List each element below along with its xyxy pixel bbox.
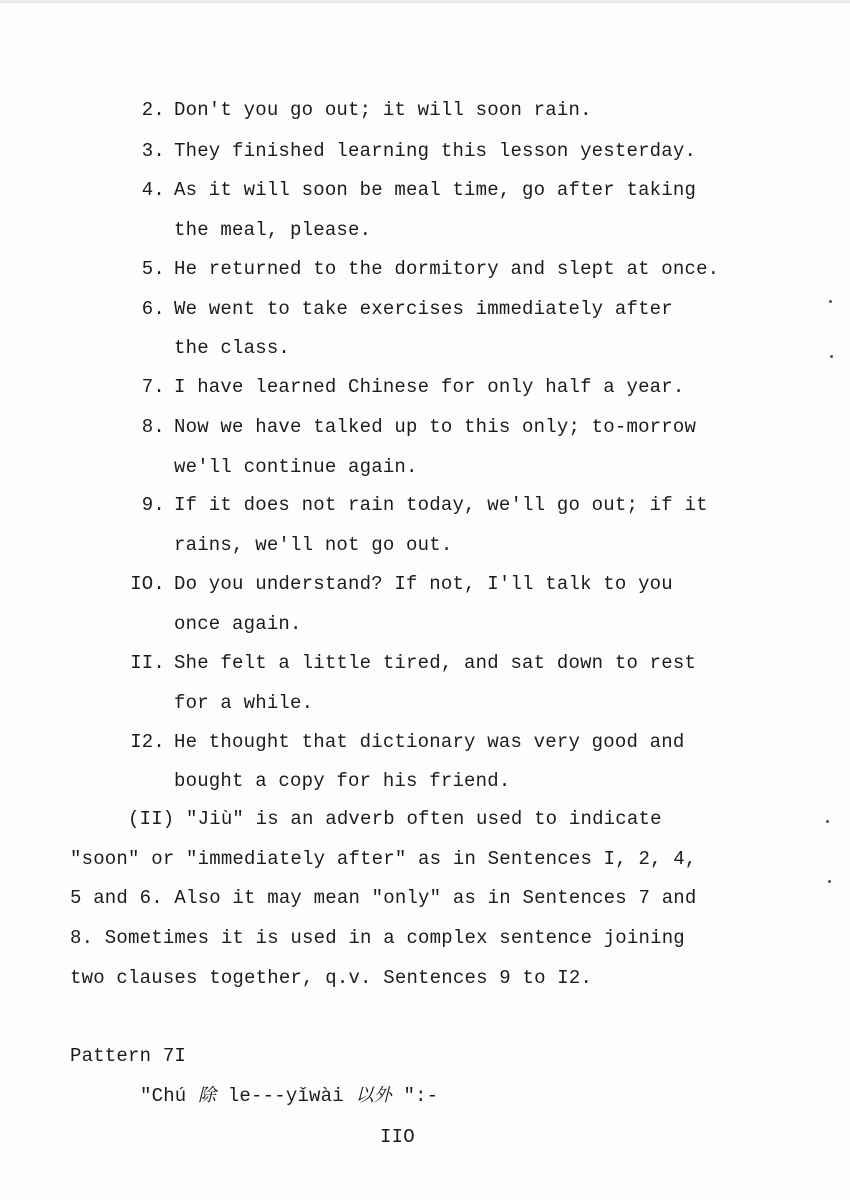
pattern-heading: Pattern 7I [70,1045,187,1067]
sentence-number: 6. [141,298,165,320]
note-line: 5 and 6. Also it may mean "only" as in Sentences 7 and [70,887,697,909]
note-line: "soon" or "immediately after" as in Sentences I, 2, 4, [70,848,697,870]
sentence-number: 5. [141,258,165,280]
sentence-text: once again. [174,613,302,635]
sentence-text: She felt a little tired, and sat down to rest [174,652,697,674]
sentence-number: 8. [141,416,165,438]
sentence-text: As it will soon be meal time, go after taking [174,179,697,201]
sentence-number: 9. [141,494,165,516]
note-line: 8. Sometimes it is used in a complex sentence joining [70,927,685,949]
note-line: two clauses together, q.v. Sentences 9 to I2. [70,967,593,989]
sentence-text: He thought that dictionary was very good and [174,731,685,753]
sentence-text: We went to take exercises immediately after [174,298,673,320]
sentence-number: IO. [130,573,165,595]
formula-text-3: ":- [391,1085,439,1107]
sentence-text: If it does not rain today, we'll go out; if it [174,494,708,516]
formula-chinese-yiwai: 以外 [355,1085,392,1106]
page-number: IIO [380,1126,415,1148]
formula-text-1: "Chú [140,1085,199,1107]
sentence-text: bought a copy for his friend. [174,770,511,792]
pattern-formula [140,1085,438,1107]
sentence-number: 7. [141,376,165,398]
sentence-text: rains, we'll not go out. [174,534,453,556]
page-edge [0,0,850,3]
sentence-text: Now we have talked up to this only; to-morrow [174,416,697,438]
formula-chinese-chu: 除 [198,1085,217,1106]
sentence-number: 4. [141,179,165,201]
sentence-number: 2. [141,99,165,121]
sentence-text: Do you understand? If not, I'll talk to you [174,573,673,595]
sentence-text: I have learned Chinese for only half a year. [174,376,685,398]
sentence-text: we'll continue again. [174,456,418,478]
sentence-text: the meal, please. [174,219,372,241]
formula-text-2: le---yǐwài [216,1085,356,1107]
sentence-text: He returned to the dormitory and slept at once. [174,258,720,280]
scan-speck [830,355,833,358]
scan-speck [828,880,831,883]
sentence-text: the class. [174,337,291,359]
scan-speck [829,300,832,303]
sentence-number: 3. [141,140,165,162]
note-line: (II) "Jiù" is an adverb often used to indicate [128,808,662,830]
sentence-text: They finished learning this lesson yesterday. [174,140,697,162]
scan-speck [826,820,829,823]
sentence-text: for a while. [174,692,314,714]
sentence-number: II. [130,652,165,674]
sentence-number: I2. [130,731,165,753]
sentence-text: Don't you go out; it will soon rain. [174,99,592,121]
